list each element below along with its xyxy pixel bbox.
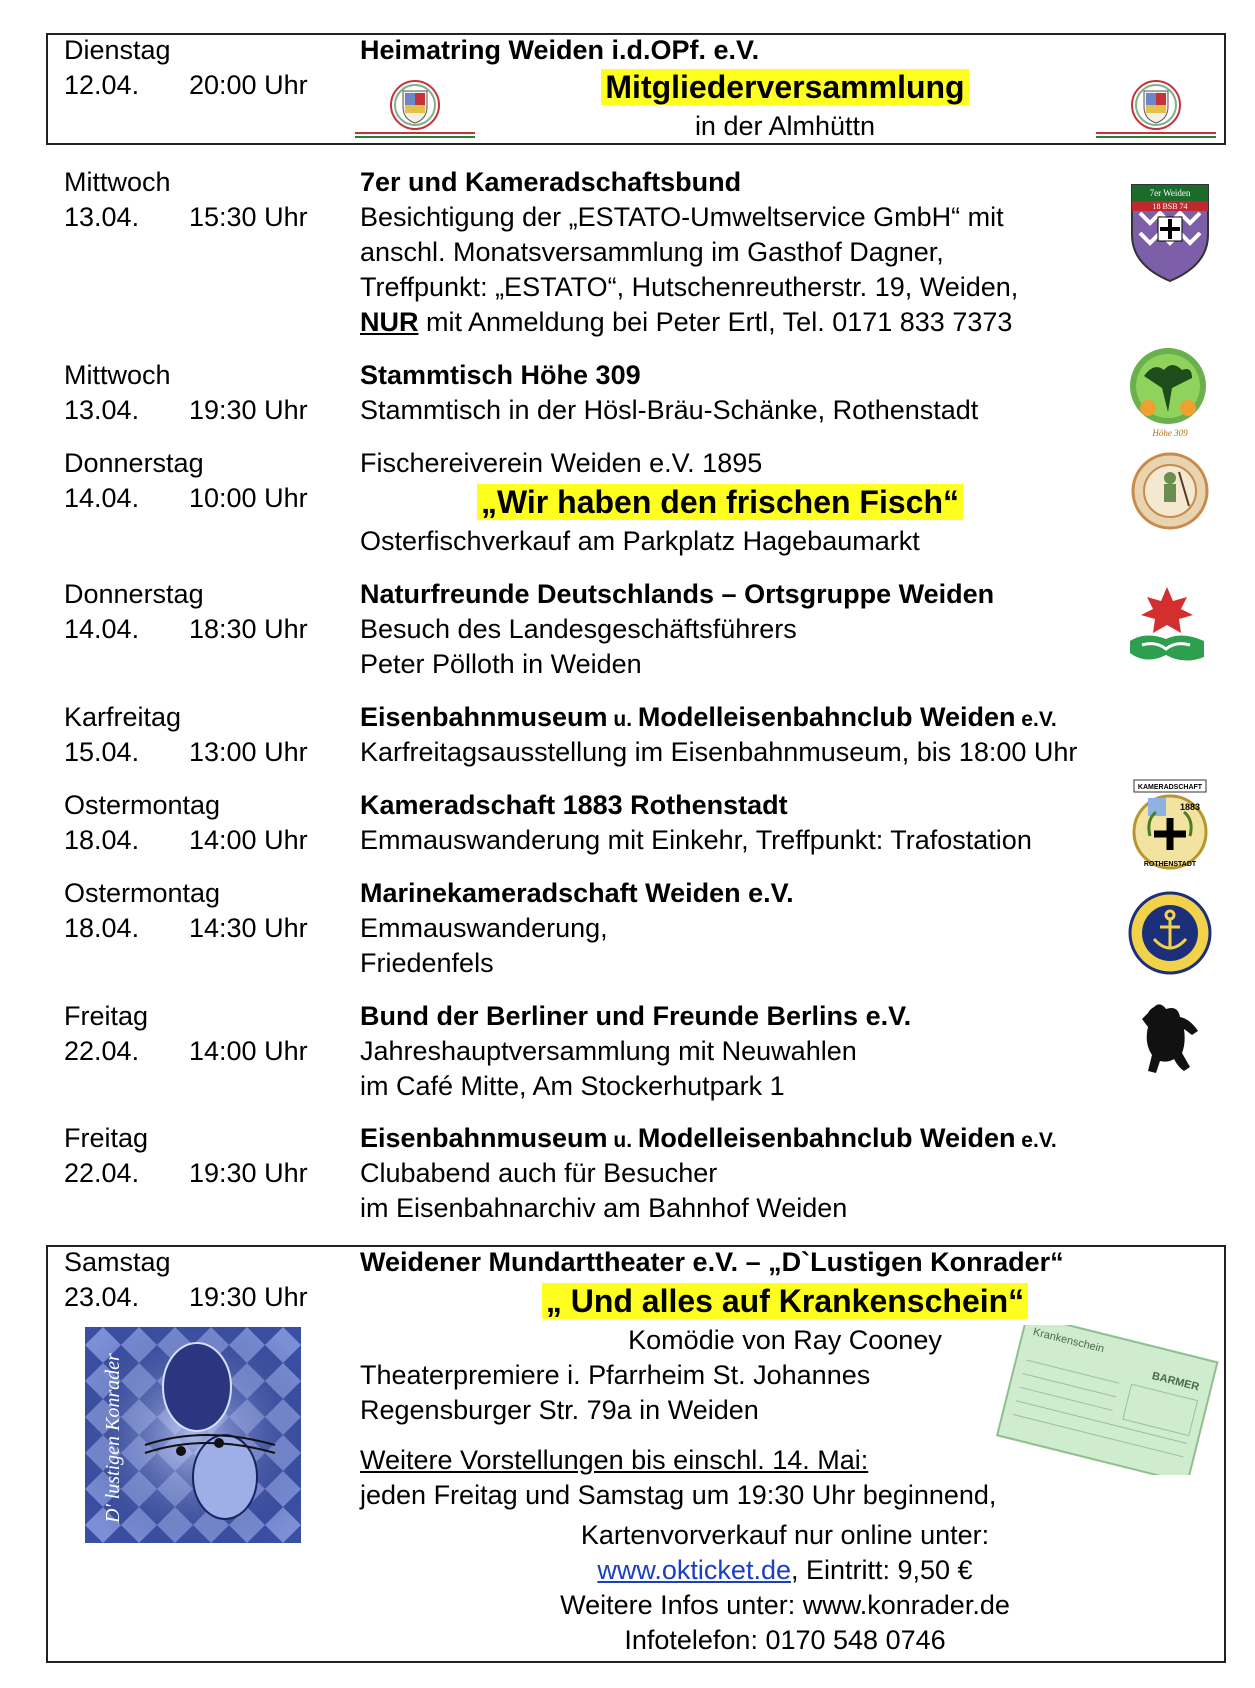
- event-line: Besuch des Landesgeschäftsführers: [360, 614, 797, 644]
- event-date: 13.04.: [64, 395, 140, 425]
- svg-text:18 BSB 74: 18 BSB 74: [1152, 202, 1188, 211]
- event-line: Jahreshauptversammlung mit Neuwahlen: [360, 1036, 857, 1066]
- event-organizer: Eisenbahnmuseum u. Modelleisenbahnclub Weiden e.V.: [360, 702, 1057, 732]
- svg-text:D' lustigen Konrader: D' lustigen Konrader: [102, 1353, 124, 1523]
- event-date: 23.04.: [64, 1282, 140, 1312]
- hoehe-309-logo-icon: [1126, 346, 1210, 438]
- heimatring-crest-icon-right: [1096, 77, 1216, 141]
- event-organizer: Naturfreunde Deutschlands – Ortsgruppe Weiden: [360, 579, 995, 609]
- event-time: 19:30 Uhr: [189, 1282, 308, 1312]
- event-day: Freitag: [64, 1123, 149, 1153]
- event-line: anschl. Monatsversammlung im Gasthof Dagner,: [360, 237, 944, 267]
- event-day: Mittwoch: [64, 360, 171, 390]
- event-line: Peter Pölloth in Weiden: [360, 649, 642, 679]
- event-date: 22.04.: [64, 1036, 140, 1066]
- event-day: Ostermontag: [64, 790, 221, 820]
- event-day: Donnerstag: [64, 579, 204, 609]
- event-line: Emmauswanderung,: [360, 913, 608, 943]
- event-place: in der Almhüttn: [694, 111, 876, 141]
- event-time: 10:00 Uhr: [189, 483, 308, 513]
- event-date: 14.04.: [64, 483, 140, 513]
- event-date: 18.04.: [64, 913, 140, 943]
- event-organizer: 7er und Kameradschaftsbund: [360, 167, 742, 197]
- event-date: 15.04.: [64, 737, 140, 767]
- event-line: Infotelefon: 0170 548 0746: [624, 1625, 946, 1655]
- event-line: im Eisenbahnarchiv am Bahnhof Weiden: [360, 1193, 848, 1223]
- event-organizer: Stammtisch Höhe 309: [360, 360, 641, 390]
- event-day: Karfreitag: [64, 702, 182, 732]
- marine-anchor-emblem-icon: [1128, 891, 1212, 975]
- event-time: 15:30 Uhr: [189, 202, 308, 232]
- event-line: Treffpunkt: „ESTATO“, Hutschenreutherstr. 19, Weiden,: [360, 272, 1019, 302]
- event-time: 19:30 Uhr: [189, 395, 308, 425]
- event-title-highlight: „Wir haben den frischen Fisch“: [477, 484, 963, 520]
- event-line: Weitere Infos unter: www.konrader.de: [560, 1590, 1010, 1620]
- event-line: Friedenfels: [360, 948, 494, 978]
- event-date: 22.04.: [64, 1158, 140, 1188]
- event-line: jeden Freitag und Samstag um 19:30 Uhr beginnend,: [360, 1480, 997, 1510]
- heimatring-crest-icon: [355, 77, 475, 141]
- event-title-highlight: „ Und alles auf Krankenschein“: [542, 1283, 1028, 1319]
- event-line-underlined: Weitere Vorstellungen bis einschl. 14. Mai:: [360, 1445, 869, 1475]
- event-date: 18.04.: [64, 825, 140, 855]
- event-organizer: Eisenbahnmuseum u. Modelleisenbahnclub Weiden e.V.: [360, 1123, 1057, 1153]
- event-line: Stammtisch in der Hösl-Bräu-Schänke, Rothenstadt: [360, 395, 979, 425]
- event-organizer: Marinekameradschaft Weiden e.V.: [360, 878, 794, 908]
- event-time: 20:00 Uhr: [189, 70, 308, 100]
- event-day: Ostermontag: [64, 878, 221, 908]
- event-time: 13:00 Uhr: [189, 737, 308, 767]
- svg-text:KAMERADSCHAFT: KAMERADSCHAFT: [1137, 784, 1203, 791]
- svg-text:ROTHENSTADT: ROTHENSTADT: [1143, 861, 1197, 868]
- event-line: Theaterpremiere i. Pfarrheim St. Johannes: [360, 1360, 871, 1390]
- event-day: Donnerstag: [64, 448, 204, 478]
- svg-text:Krankenschein: Krankenschein: [1031, 1326, 1106, 1356]
- kameradschaft-1883-emblem-icon: [1128, 776, 1212, 874]
- svg-text:7er Weiden: 7er Weiden: [1149, 188, 1191, 198]
- naturfreunde-handshake-icon: [1124, 583, 1210, 669]
- berlin-bear-icon: [1134, 999, 1204, 1091]
- event-line: Emmauswanderung mit Einkehr, Treffpunkt: Trafostation: [360, 825, 1032, 855]
- event-line: Besichtigung der „ESTATO-Umweltservice GmbH“ mit: [360, 202, 1004, 232]
- event-line: im Café Mitte, Am Stockerhutpark 1: [360, 1071, 785, 1101]
- event-time: 14:00 Uhr: [189, 1036, 308, 1066]
- event-line: Regensburger Str. 79a in Weiden: [360, 1395, 759, 1425]
- svg-text:BARMER: BARMER: [1150, 1370, 1201, 1394]
- event-line: Kartenvorverkauf nur online unter:: [580, 1520, 990, 1550]
- svg-text:1883: 1883: [1179, 802, 1201, 812]
- event-time: 14:30 Uhr: [189, 913, 308, 943]
- event-line: Clubabend auch für Besucher: [360, 1158, 718, 1188]
- event-date: 12.04.: [64, 70, 140, 100]
- fischereiverein-emblem-icon: [1131, 452, 1209, 530]
- event-organizer: Kameradschaft 1883 Rothenstadt: [360, 790, 788, 820]
- event-day: Samstag: [64, 1247, 171, 1277]
- event-date: 14.04.: [64, 614, 140, 644]
- event-line: mit Anmeldung bei Peter Ertl, Tel. 0171 833 7373: [418, 307, 1013, 337]
- krankenschein-card-image: [995, 1325, 1221, 1475]
- emphasis-nur: NUR: [360, 307, 419, 337]
- event-time: 19:30 Uhr: [189, 1158, 308, 1188]
- event-line: Osterfischverkauf am Parkplatz Hagebaumarkt: [360, 526, 920, 556]
- event-organizer: Bund der Berliner und Freunde Berlins e.V.: [360, 1001, 912, 1031]
- event-organizer: Fischereiverein Weiden e.V. 1895: [360, 448, 763, 478]
- konrader-poster-image: [85, 1327, 301, 1543]
- event-organizer: Weidener Mundarttheater e.V. – „D`Lustigen Konrader“: [360, 1247, 1064, 1277]
- event-line: Komödie von Ray Cooney: [628, 1325, 942, 1355]
- event-time: 18:30 Uhr: [189, 614, 308, 644]
- event-date: 13.04.: [64, 202, 140, 232]
- event-organizer: Heimatring Weiden i.d.OPf. e.V.: [360, 35, 760, 65]
- 7er-weiden-badge-icon: [1130, 183, 1210, 283]
- event-day: Dienstag: [64, 35, 171, 65]
- event-line: , Eintritt: 9,50 €: [790, 1555, 973, 1585]
- event-time: 14:00 Uhr: [189, 825, 308, 855]
- okticket-link[interactable]: www.okticket.de: [597, 1555, 791, 1585]
- event-line: Karfreitagsausstellung im Eisenbahnmuseum, bis 18:00 Uhr: [360, 737, 1078, 767]
- event-day: Mittwoch: [64, 167, 171, 197]
- event-title-highlight: Mitgliederversammlung: [601, 69, 968, 105]
- event-day: Freitag: [64, 1001, 149, 1031]
- svg-text:Höhe 309: Höhe 309: [1152, 428, 1188, 438]
